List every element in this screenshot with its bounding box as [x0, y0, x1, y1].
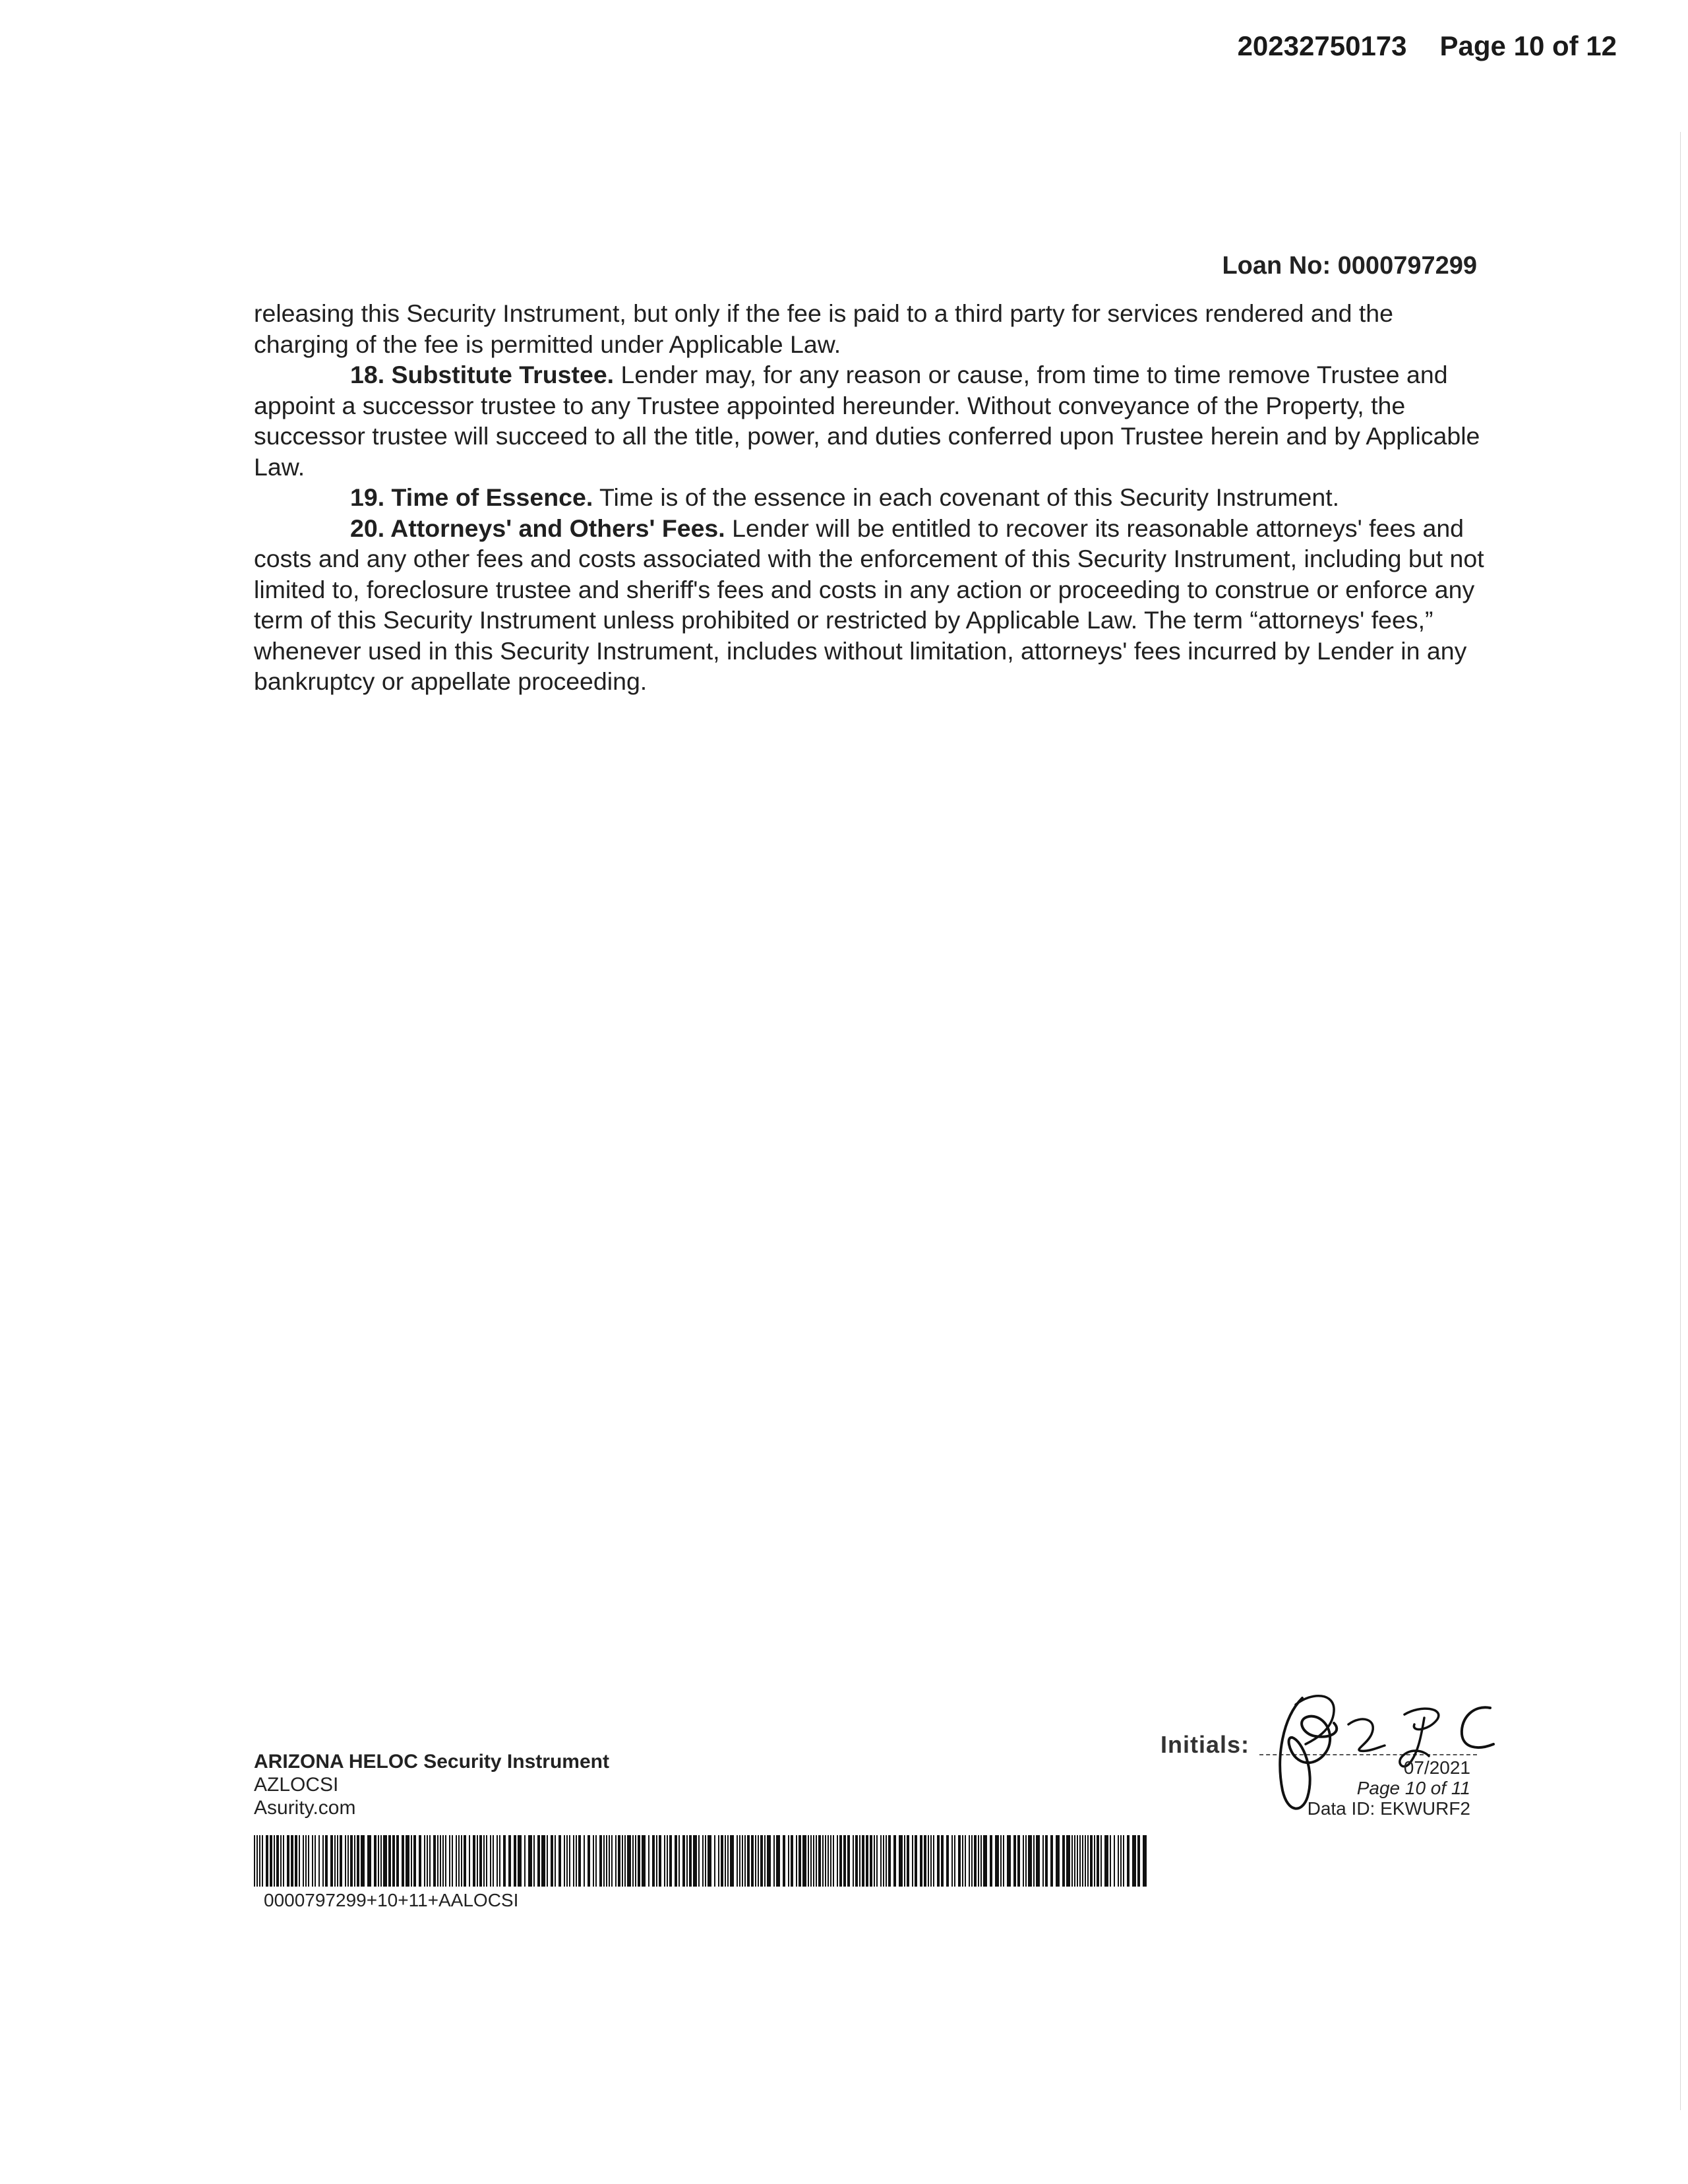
form-page: Page 10 of 11 — [1356, 1778, 1470, 1798]
barcode-bar — [1127, 1835, 1130, 1887]
barcode-bar — [337, 1835, 338, 1887]
barcode-bar — [437, 1835, 438, 1887]
barcode-bar — [1087, 1835, 1089, 1887]
form-title: ARIZONA HELOC Security Instrument — [254, 1751, 609, 1773]
barcode-bar — [1003, 1835, 1004, 1887]
barcode-bar — [862, 1835, 864, 1887]
barcode-bar — [698, 1835, 700, 1887]
barcode-bar — [686, 1835, 688, 1887]
barcode-bar — [1100, 1835, 1102, 1887]
barcode-bar — [276, 1835, 279, 1887]
barcode-bar — [456, 1835, 457, 1887]
barcode-bar — [618, 1835, 620, 1887]
initials-label: Initials: — [1160, 1731, 1250, 1758]
barcode-bar — [357, 1835, 359, 1887]
barcode-bar — [904, 1835, 905, 1887]
barcode-bar — [764, 1835, 766, 1887]
barcode-bar — [518, 1835, 522, 1887]
barcode-bar — [578, 1835, 581, 1887]
barcode-bar — [937, 1835, 940, 1887]
barcode-bar — [576, 1835, 577, 1887]
barcode-bar — [830, 1835, 831, 1887]
barcode-bar — [888, 1835, 891, 1887]
barcode-bar — [322, 1835, 324, 1887]
barcode-bar — [941, 1835, 944, 1887]
barcode-bar — [345, 1835, 346, 1887]
barcode-bar — [419, 1835, 421, 1887]
barcode-bar — [1017, 1835, 1020, 1887]
barcode-bar — [1097, 1835, 1099, 1887]
section-19-heading: 19. Time of Essence. — [350, 483, 593, 511]
form-info — [1308, 1757, 1470, 1819]
barcode-bar — [962, 1835, 963, 1887]
barcode-bar — [1062, 1835, 1065, 1887]
barcode-bar — [483, 1835, 485, 1887]
barcode-bar — [378, 1835, 379, 1887]
recording-header — [1238, 30, 1617, 62]
barcode-bar — [254, 1835, 255, 1887]
barcode-bar — [1025, 1835, 1027, 1887]
barcode-bar — [622, 1835, 623, 1887]
barcode-bar — [295, 1835, 297, 1887]
barcode-bar — [758, 1835, 759, 1887]
barcode-bar — [808, 1835, 809, 1887]
barcode — [254, 1835, 1147, 1887]
barcode-bar — [1000, 1835, 1002, 1887]
barcode-bar — [262, 1835, 263, 1887]
barcode-bar — [291, 1835, 293, 1887]
barcode-bar — [406, 1835, 409, 1887]
barcode-bar — [755, 1835, 756, 1887]
barcode-bar — [1114, 1835, 1115, 1887]
barcode-bar — [995, 1835, 999, 1887]
barcode-bar — [693, 1835, 697, 1887]
barcode-bar — [1056, 1835, 1060, 1887]
barcode-bar — [350, 1835, 353, 1887]
barcode-bar — [280, 1835, 282, 1887]
section-18-heading: 18. Substitute Trustee. — [350, 361, 615, 388]
barcode-bar — [270, 1835, 272, 1887]
barcode-bar — [822, 1835, 824, 1887]
barcode-bar — [569, 1835, 570, 1887]
barcode-bar — [325, 1835, 328, 1887]
barcode-bar — [920, 1835, 922, 1887]
barcode-bar — [859, 1835, 860, 1887]
barcode-bar — [760, 1835, 763, 1887]
barcode-bar — [669, 1835, 672, 1887]
barcode-bar — [825, 1835, 826, 1887]
barcode-bar — [499, 1835, 500, 1887]
barcode-bar — [479, 1835, 482, 1887]
barcode-bar — [308, 1835, 309, 1887]
barcode-bar — [978, 1835, 979, 1887]
barcode-bar — [853, 1835, 854, 1887]
barcode-bar — [606, 1835, 607, 1887]
barcode-bar — [266, 1835, 268, 1887]
barcode-bar — [354, 1835, 355, 1887]
barcode-bar — [876, 1835, 878, 1887]
barcode-bar — [930, 1835, 932, 1887]
barcode-bar — [374, 1835, 377, 1887]
barcode-bar — [624, 1835, 626, 1887]
section-18-text: Lender may, for any reason or cause, from time to time remove Trustee and appoint a successor trustee to any Trustee appointed hereunder. Without conveyance of the Property, the successor trustee will succeed to all the title, power, and duties conferred upon Trustee herein and by Applicable Law. — [254, 361, 1480, 481]
barcode-bar — [524, 1835, 526, 1887]
barcode-bar — [632, 1835, 634, 1887]
barcode-bar — [440, 1835, 441, 1887]
barcode-bar — [727, 1835, 729, 1887]
barcode-bar — [1007, 1835, 1011, 1887]
barcode-bar — [974, 1835, 977, 1887]
barcode-bar — [837, 1835, 838, 1887]
barcode-bar — [595, 1835, 597, 1887]
barcode-bar — [473, 1835, 475, 1887]
barcode-bar — [874, 1835, 875, 1887]
barcode-bar — [1143, 1835, 1147, 1887]
barcode-bar — [1082, 1835, 1083, 1887]
barcode-bar — [773, 1835, 775, 1887]
barcode-bar — [558, 1835, 561, 1887]
barcode-bar — [599, 1835, 602, 1887]
barcode-bar — [424, 1835, 425, 1887]
barcode-bar — [611, 1835, 613, 1887]
barcode-bar — [847, 1835, 850, 1887]
barcode-bar — [361, 1835, 365, 1887]
barcode-bar — [458, 1835, 460, 1887]
barcode-bar — [638, 1835, 640, 1887]
barcode-bar — [402, 1835, 404, 1887]
barcode-bar — [933, 1835, 934, 1887]
barcode-bar — [983, 1835, 987, 1887]
barcode-bar — [461, 1835, 462, 1887]
barcode-bar — [946, 1835, 949, 1887]
barcode-bar — [318, 1835, 320, 1887]
barcode-bar — [810, 1835, 812, 1887]
barcode-bar — [283, 1835, 284, 1887]
barcode-bar — [1132, 1835, 1136, 1887]
barcode-bar — [951, 1835, 953, 1887]
barcode-bar — [1071, 1835, 1073, 1887]
barcode-bar — [1094, 1835, 1095, 1887]
barcode-bar — [739, 1835, 740, 1887]
barcode-bar — [537, 1835, 540, 1887]
barcode-bar — [796, 1835, 797, 1887]
recording-number: 20232750173 — [1237, 30, 1407, 61]
barcode-bar — [303, 1835, 304, 1887]
barcode-bar — [1066, 1835, 1070, 1887]
barcode-bar — [1045, 1835, 1048, 1887]
barcode-bar — [464, 1835, 466, 1887]
barcode-bar — [659, 1835, 661, 1887]
barcode-bar — [839, 1835, 842, 1887]
barcode-bar — [1077, 1835, 1078, 1887]
barcode-bar — [442, 1835, 444, 1887]
barcode-bar — [1110, 1835, 1111, 1887]
barcode-bar — [392, 1835, 395, 1887]
barcode-bar — [886, 1835, 887, 1887]
barcode-bar — [274, 1835, 275, 1887]
barcode-bar — [486, 1835, 487, 1887]
barcode-bar — [449, 1835, 450, 1887]
barcode-bar — [678, 1835, 680, 1887]
barcode-bar — [915, 1835, 917, 1887]
barcode-bar — [667, 1835, 668, 1887]
barcode-bar — [259, 1835, 260, 1887]
barcode-bar — [427, 1835, 428, 1887]
barcode-bar — [593, 1835, 594, 1887]
barcode-bar — [744, 1835, 746, 1887]
barcode-bar — [541, 1835, 545, 1887]
barcode-bar — [816, 1835, 817, 1887]
vendor-name: Asurity.com — [254, 1797, 356, 1819]
barcode-bar — [615, 1835, 617, 1887]
barcode-bar — [791, 1835, 793, 1887]
barcode-bar — [334, 1835, 336, 1887]
barcode-bar — [725, 1835, 726, 1887]
barcode-bar — [828, 1835, 829, 1887]
barcode-bar — [411, 1835, 412, 1887]
barcode-bar — [477, 1835, 478, 1887]
barcode-bar — [813, 1835, 814, 1887]
barcode-bar — [783, 1835, 785, 1887]
form-date: 07/2021 — [1403, 1757, 1470, 1778]
barcode-bar — [652, 1835, 655, 1887]
barcode-bar — [627, 1835, 631, 1887]
barcode-bar — [880, 1835, 882, 1887]
barcode-bar — [714, 1835, 715, 1887]
barcode-bar — [912, 1835, 913, 1887]
barcode-bar — [312, 1835, 313, 1887]
barcode-bar — [1079, 1835, 1081, 1887]
barcode-bar — [413, 1835, 416, 1887]
barcode-bar — [965, 1835, 966, 1887]
section-19-text: Time is of the essence in each covenant of this Security Instrument. — [593, 483, 1340, 511]
section-20 — [254, 513, 1487, 697]
document-body — [254, 298, 1487, 697]
barcode-bar — [609, 1835, 610, 1887]
barcode-bar — [799, 1835, 801, 1887]
barcode-bar — [299, 1835, 300, 1887]
barcode-text: 0000797299+10+11+AALOCSI — [264, 1890, 519, 1910]
barcode-bar — [287, 1835, 289, 1887]
barcode-bar — [1137, 1835, 1140, 1887]
barcode-bar — [788, 1835, 789, 1887]
barcode-bar — [551, 1835, 553, 1887]
barcode-bar — [1033, 1835, 1035, 1887]
barcode-bar — [833, 1835, 834, 1887]
barcode-bar — [642, 1835, 646, 1887]
barcode-bar — [1042, 1835, 1044, 1887]
barcode-bar — [383, 1835, 387, 1887]
barcode-bar — [802, 1835, 806, 1887]
barcode-bar — [330, 1835, 333, 1887]
barcode-bar — [907, 1835, 909, 1887]
barcode-bar — [705, 1835, 706, 1887]
barcode-bar — [1123, 1835, 1124, 1887]
barcode-bar — [883, 1835, 884, 1887]
barcode-bar — [433, 1835, 436, 1887]
scan-edge — [1680, 132, 1681, 2110]
barcode-bar — [855, 1835, 858, 1887]
barcode-bar — [256, 1835, 258, 1887]
barcode-bar — [503, 1835, 506, 1887]
barcode-bar — [980, 1835, 982, 1887]
barcode-bar — [682, 1835, 685, 1887]
barcode-bar — [776, 1835, 780, 1887]
barcode-bar — [751, 1835, 754, 1887]
barcode-bar — [564, 1835, 565, 1887]
barcode-bar — [1085, 1835, 1086, 1887]
barcode-bar — [1074, 1835, 1075, 1887]
barcode-bar — [547, 1835, 548, 1887]
barcode-bar — [737, 1835, 738, 1887]
barcode-bar — [603, 1835, 605, 1887]
barcode-bar — [708, 1835, 711, 1887]
barcode-bar — [588, 1835, 590, 1887]
barcode-bar — [954, 1835, 955, 1887]
barcode-bar — [689, 1835, 692, 1887]
barcode-bar — [635, 1835, 636, 1887]
barcode-bar — [893, 1835, 896, 1887]
barcode-bar — [1023, 1835, 1024, 1887]
barcode-bar — [566, 1835, 568, 1887]
barcode-bar — [445, 1835, 446, 1887]
barcode-bar — [767, 1835, 771, 1887]
barcode-bar — [656, 1835, 657, 1887]
barcode-bar — [533, 1835, 535, 1887]
barcode-bar — [648, 1835, 649, 1887]
barcode-bar — [899, 1835, 903, 1887]
recording-page-label: Page 10 of 12 — [1439, 30, 1617, 61]
loan-number: Loan No: 0000797299 — [1222, 252, 1477, 280]
barcode-bar — [990, 1835, 992, 1887]
barcode-bar — [1036, 1835, 1040, 1887]
barcode-bar — [971, 1835, 973, 1887]
barcode-bar — [721, 1835, 723, 1887]
barcode-bar — [573, 1835, 574, 1887]
barcode-bar — [730, 1835, 734, 1887]
barcode-bar — [747, 1835, 750, 1887]
section-20-text: Lender will be entitled to recover its reasonable attorneys' fees and costs and any other fees and costs associated with the enforcement of this Security Instrument, including but not limited to, foreclosure trustee and sheriff's fees and costs in any action or proceeding to construe or enforce any term of this Security Instrument unless prohibited or restricted by Applicable Law. The term “attorneys' fees,” whenever used in this Security Instrument, includes without limitation, attorneys' fees incurred by Lender in any bankruptcy or appellate proceeding. — [254, 514, 1484, 695]
barcode-bar — [367, 1835, 371, 1887]
barcode-bar — [675, 1835, 677, 1887]
barcode-bar — [490, 1835, 491, 1887]
barcode-bar — [1028, 1835, 1032, 1887]
form-code: AZLOCSI — [254, 1774, 339, 1796]
data-id: Data ID: EKWURF2 — [1307, 1798, 1470, 1819]
barcode-bar — [928, 1835, 929, 1887]
section-18 — [254, 359, 1487, 482]
barcode-bar — [969, 1835, 970, 1887]
barcode-bar — [1050, 1835, 1053, 1887]
paragraph-continued: releasing this Security Instrument, but only if the fee is paid to a third party for services rendered and the charging of the fee is permitted under Applicable Law. — [254, 299, 1393, 358]
barcode-bar — [718, 1835, 719, 1887]
barcode-bar — [493, 1835, 494, 1887]
barcode-bar — [924, 1835, 926, 1887]
barcode-bar — [315, 1835, 316, 1887]
barcode-bar — [508, 1835, 511, 1887]
barcode-bar — [388, 1835, 391, 1887]
barcode-bar — [664, 1835, 665, 1887]
barcode-bar — [584, 1835, 585, 1887]
barcode-bar — [347, 1835, 349, 1887]
barcode-bar — [555, 1835, 556, 1887]
barcode-bar — [1118, 1835, 1119, 1887]
barcode-bar — [866, 1835, 868, 1887]
section-19 — [254, 482, 1487, 513]
barcode-bar — [843, 1835, 846, 1887]
barcode-bar — [1090, 1835, 1093, 1887]
barcode-bar — [380, 1835, 382, 1887]
barcode-bar — [528, 1835, 532, 1887]
barcode-bar — [469, 1835, 470, 1887]
barcode-bar — [1013, 1835, 1016, 1887]
form-footer — [254, 1750, 609, 1819]
barcode-bar — [870, 1835, 872, 1887]
barcode-bar — [702, 1835, 704, 1887]
barcode-bar — [305, 1835, 307, 1887]
barcode-bar — [514, 1835, 516, 1887]
barcode-bar — [396, 1835, 399, 1887]
barcode-bar — [818, 1835, 821, 1887]
barcode-bar — [452, 1835, 453, 1887]
barcode-bar — [429, 1835, 431, 1887]
barcode-bar — [497, 1835, 498, 1887]
barcode-bar — [1104, 1835, 1108, 1887]
section-20-heading: 20. Attorneys' and Others' Fees. — [350, 514, 725, 542]
barcode-bar — [742, 1835, 743, 1887]
barcode-bar — [340, 1835, 342, 1887]
barcode-bar — [958, 1835, 961, 1887]
barcode-bar — [1120, 1835, 1122, 1887]
